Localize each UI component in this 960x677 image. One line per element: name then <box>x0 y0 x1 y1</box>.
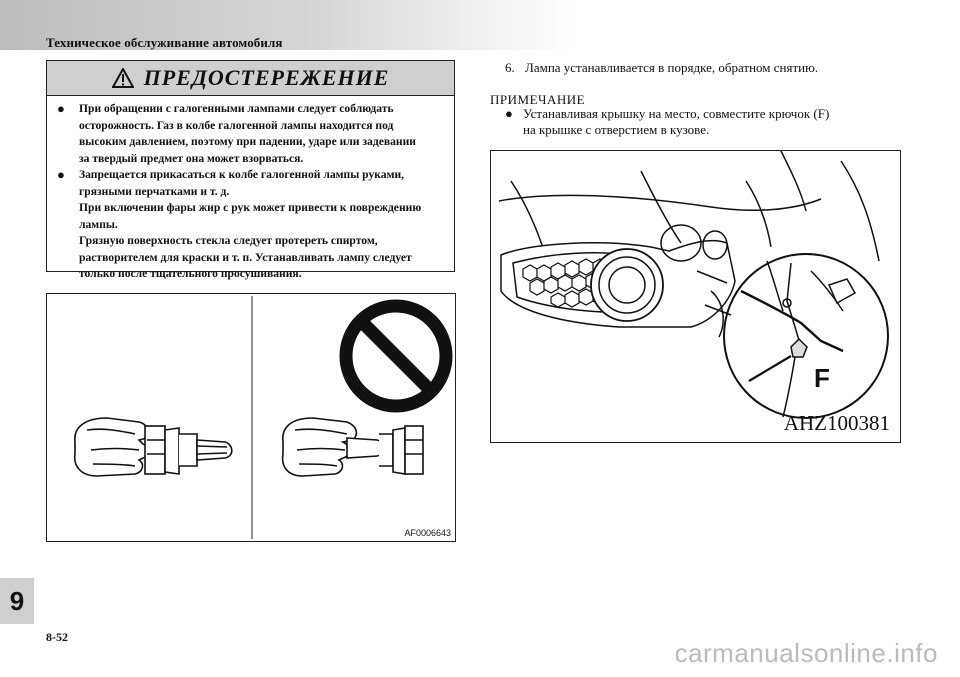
warning-line: осторожность. Газ в колбе галогенной лампы находится под <box>79 118 394 132</box>
warning-triangle-icon <box>112 68 134 88</box>
warning-line: только после тщательного просушивания. <box>79 267 302 280</box>
warning-bullet-1 <box>57 101 444 167</box>
note-bullet <box>505 106 865 138</box>
warning-body <box>47 96 454 283</box>
hand-holding-bulb-left <box>75 418 232 476</box>
note-line: на крышке с отверстием в кузове. <box>523 122 710 137</box>
warning-header <box>47 61 454 96</box>
warning-title: ПРЕДОСТЕРЕЖЕНИЕ <box>143 65 390 90</box>
bullet-dot-icon: ● <box>57 167 65 182</box>
prohibition-icon <box>346 306 446 406</box>
warning-line: Запрещается прикасаться к колбе галогенной лампы руками, <box>79 168 405 181</box>
page-number: 8-52 <box>46 630 68 644</box>
step-number: 6. <box>505 60 515 75</box>
warning-line: Грязную поверхность стекла следует протереть спиртом, <box>79 234 378 247</box>
warning-line: грязными перчатками и т. д. <box>79 184 230 198</box>
bulb-handling-illustration <box>47 294 455 541</box>
figure-code: AF0006643 <box>404 528 451 538</box>
warning-line: за твердый предмет она может взорваться. <box>79 151 304 165</box>
note-line: Устанавливая крышку на место, совместите крючок (F) <box>523 106 830 121</box>
fog-lamp-cover-illustration <box>491 151 900 442</box>
bulb-handling-figure <box>46 293 456 542</box>
section-title: Техническое обслуживание автомобиля <box>46 35 283 50</box>
warning-line: При обращении с галогенными лампами следует соблюдать <box>79 102 394 115</box>
note-title: ПРИМЕЧАНИЕ <box>490 92 586 107</box>
warning-line: растворителем для краски и т. п. Устанавливать лампу следует <box>79 250 412 264</box>
hand-touching-bulb-right <box>283 418 423 476</box>
figure-code: AHZ100381 <box>783 411 890 435</box>
warning-line: высоким давлением, поэтому при падении, ударе или задевании <box>79 135 416 148</box>
warning-line: При включении фары жир с рук может привести к повреждению <box>79 201 422 214</box>
hook-label: F <box>814 363 830 393</box>
watermark: carmanualsonline.info <box>674 638 938 668</box>
fog-lamp-cover-figure <box>490 150 901 443</box>
step-6 <box>505 60 818 76</box>
chapter-tab: 9 <box>0 578 34 624</box>
bullet-dot-icon: ● <box>505 106 513 121</box>
warning-box <box>46 60 455 280</box>
warning-bullet-2 <box>57 167 444 283</box>
step-text: Лампа устанавливается в порядке, обратном снятию. <box>525 60 819 75</box>
warning-line: лампы. <box>79 217 118 231</box>
bullet-dot-icon: ● <box>57 101 65 116</box>
